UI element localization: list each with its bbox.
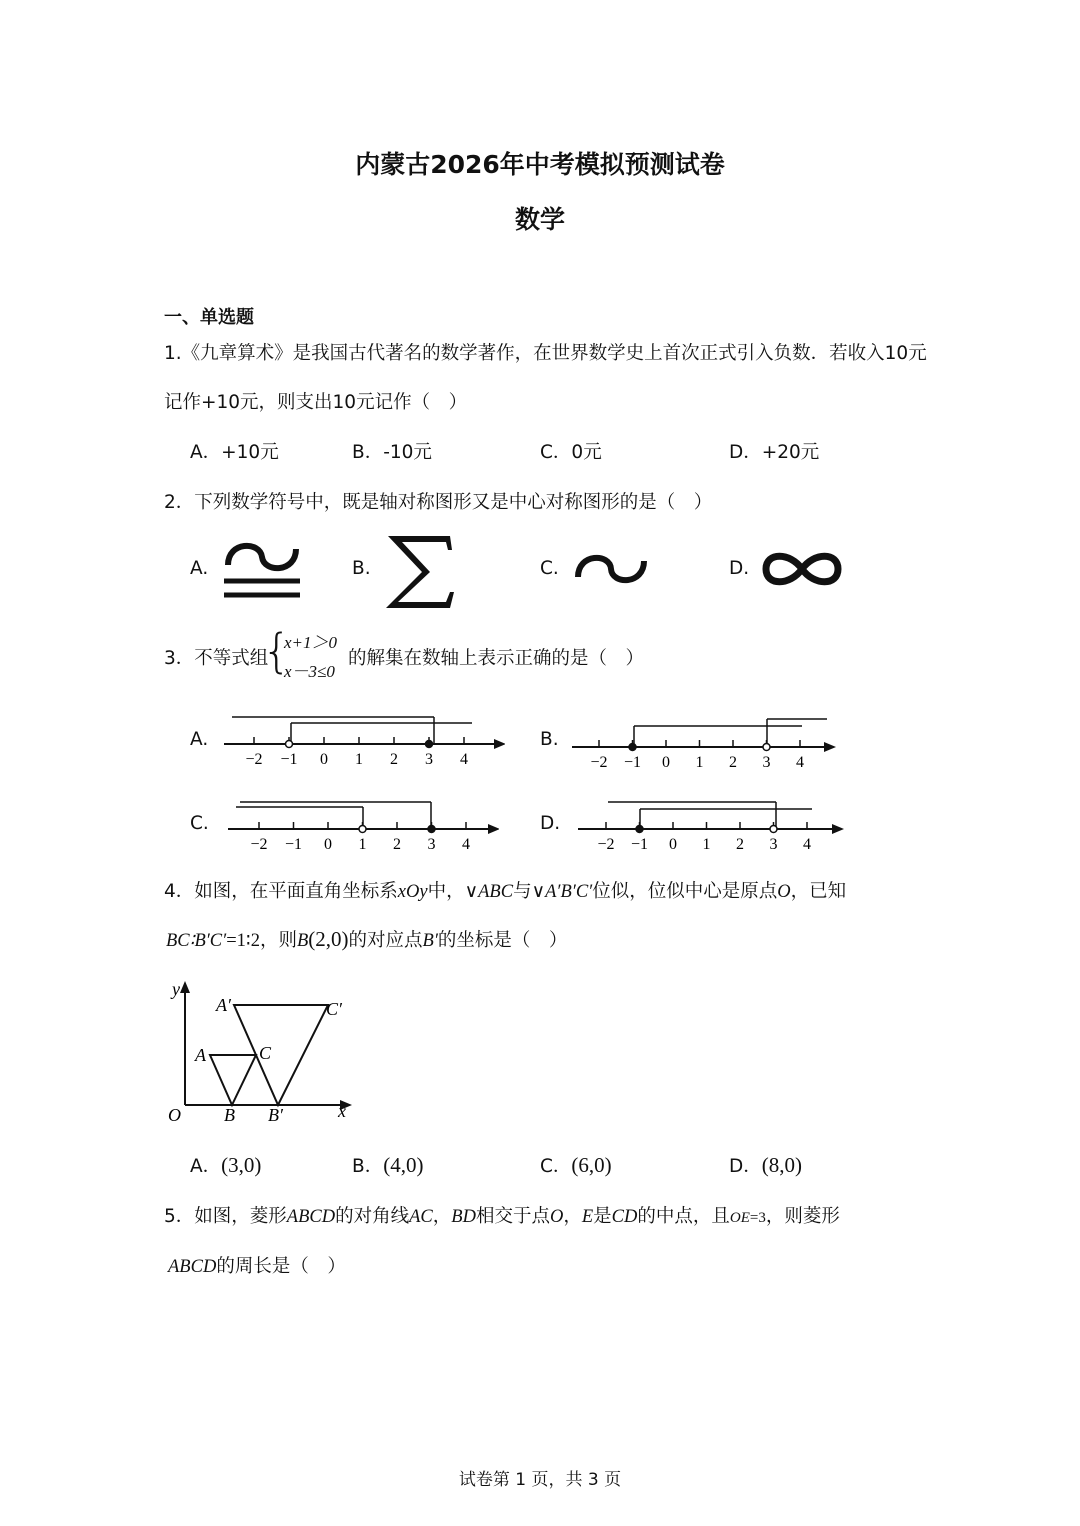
infinity-icon	[760, 546, 844, 592]
tick-label: 4	[803, 836, 811, 853]
option-letter: A．	[190, 442, 222, 463]
exam-title: 内蒙古2026年中考模拟预测试卷	[355, 150, 725, 179]
tick-label: 4	[462, 836, 470, 853]
q1-option-a[interactable]	[190, 438, 279, 464]
tick-label: 2	[729, 754, 737, 770]
q4-line1: 4．如图，在平面直角坐标系xOy中，∨ABC与∨A′B′C′位似，位似中心是原点O，已知	[164, 881, 847, 902]
q3-option-c-letter[interactable]: C.	[190, 813, 209, 834]
q1-option-c[interactable]	[540, 438, 602, 464]
q3-option-b-letter[interactable]: B.	[540, 729, 559, 750]
q2-stem: 2．下列数学符号中，既是轴对称图形又是中心对称图形的是（ ）	[164, 492, 713, 513]
number-line-b	[568, 708, 838, 770]
q4-figure	[160, 975, 360, 1130]
point-c-label: C	[259, 1043, 272, 1063]
open-dot	[286, 741, 293, 748]
option-letter: C．	[540, 442, 572, 463]
tick-label: 3	[769, 836, 778, 853]
section-title: 一、单选题	[164, 307, 254, 328]
q3-inequality-2: x－3≤0	[284, 662, 335, 681]
q4-option-d[interactable]: D．(8,0)	[729, 1153, 802, 1177]
number-line-d	[574, 793, 844, 855]
triangle-abc: ∨ABC	[464, 882, 514, 902]
tick-label: −2	[250, 836, 268, 853]
q2-option-d-letter[interactable]: D.	[729, 558, 750, 579]
closed-dot	[428, 826, 435, 833]
approx-equal-wave-icon	[218, 535, 308, 603]
option-text: -10元	[383, 442, 432, 463]
tick-label: 2	[736, 836, 744, 853]
q4-line2: BC∶B′C′=1∶2，则B(2,0)的对应点B′的坐标是（ ）	[166, 927, 568, 951]
closed-dot	[629, 744, 636, 751]
open-dot	[770, 826, 777, 833]
open-dot	[359, 826, 366, 833]
tick-label: −2	[245, 751, 263, 768]
q2-option-c-letter[interactable]: C.	[540, 558, 559, 579]
tick-label: −1	[630, 836, 649, 853]
y-axis-label: y	[172, 979, 180, 999]
tick-label: 3	[427, 836, 436, 853]
q1-line2: 记作+10元，则支出10元记作（ ）	[164, 392, 468, 413]
q2-option-b-letter[interactable]: B.	[352, 558, 371, 579]
coordinate-system: xOy	[397, 882, 428, 902]
option-text: +20元	[761, 442, 820, 463]
tick-label: 3	[425, 751, 433, 768]
tick-label: 4	[460, 751, 468, 768]
point-cp-label: C′	[326, 999, 342, 1019]
origin-label: O	[168, 1105, 181, 1125]
x-axis-label: x	[338, 1101, 346, 1121]
closed-dot	[426, 741, 433, 748]
tick-label: −1	[623, 754, 642, 770]
tick-label: 1	[695, 754, 704, 770]
q4-option-b[interactable]: B．(4,0)	[352, 1153, 424, 1177]
option-letter: D．	[729, 442, 762, 463]
open-dot	[763, 744, 770, 751]
subject-title: 数学	[514, 205, 565, 234]
axis-arrow	[832, 824, 844, 834]
q3-option-a-letter[interactable]: A.	[190, 729, 209, 750]
tick-label: −2	[597, 836, 615, 853]
q3-prefix: 3．不等式组	[164, 648, 269, 669]
tick-label: 0	[320, 751, 328, 768]
tick-label: 4	[796, 754, 804, 770]
q5-line2: ABCD的周长是（ ）	[168, 1256, 346, 1277]
point-bp-label: B′	[268, 1105, 283, 1125]
tick-label: −2	[590, 754, 608, 770]
tick-label: 2	[390, 751, 398, 768]
point-coord: (2,0)	[308, 927, 349, 951]
option-text: 0元	[571, 442, 602, 463]
tick-label: 0	[662, 754, 670, 770]
tick-label: 2	[393, 836, 401, 853]
tick-label: 1	[358, 836, 367, 853]
option-text: +10元	[221, 442, 279, 463]
tick-label: 0	[669, 836, 677, 853]
tick-label: 1	[702, 836, 711, 853]
sigma-icon	[384, 532, 456, 610]
axis-arrow	[494, 739, 505, 749]
number-line-a	[220, 708, 505, 770]
q3-suffix: 的解集在数轴上表示正确的是（ ）	[348, 648, 645, 669]
brace-icon: {	[262, 624, 292, 678]
number-line-c	[224, 793, 499, 855]
q4-option-a[interactable]: A．(3,0)	[190, 1153, 262, 1177]
q2-option-a-letter[interactable]: A.	[190, 558, 209, 579]
tilde-wave-icon	[570, 545, 652, 593]
point-a-label: A	[195, 1045, 206, 1065]
tick-label: −1	[280, 751, 298, 768]
ratio: BC∶B′C′	[166, 931, 227, 951]
tick-label: −1	[284, 836, 303, 853]
page-footer: 试卷第 1 页，共 3 页	[458, 1470, 622, 1490]
axis-arrow	[488, 824, 499, 834]
q5-line1: 5．如图，菱形ABCD的对角线AC，BD相交于点O，E是CD的中点，且OE=3，则菱形	[164, 1206, 840, 1227]
tick-label: 1	[355, 751, 363, 768]
closed-dot	[636, 826, 643, 833]
q1-option-d[interactable]	[729, 438, 819, 464]
q1-option-b[interactable]	[352, 438, 432, 464]
q3-option-d-letter[interactable]: D.	[540, 813, 561, 834]
tick-label: 3	[762, 754, 771, 770]
q3-inequality-1: x+1＞0	[284, 633, 338, 652]
q4-option-c[interactable]: C．(6,0)	[540, 1153, 612, 1177]
option-letter: B．	[352, 442, 384, 463]
point-b-label: B	[224, 1105, 235, 1125]
q1-line1: 1.《九章算术》是我国古代著名的数学著作，在世界数学史上首次正式引入负数．若收入10元	[164, 343, 927, 364]
point-ap-label: A′	[216, 995, 231, 1015]
triangle-apbpcp: ∨A′B′C′	[531, 882, 593, 902]
tick-label: 0	[324, 836, 332, 853]
axis-arrow	[824, 742, 836, 752]
